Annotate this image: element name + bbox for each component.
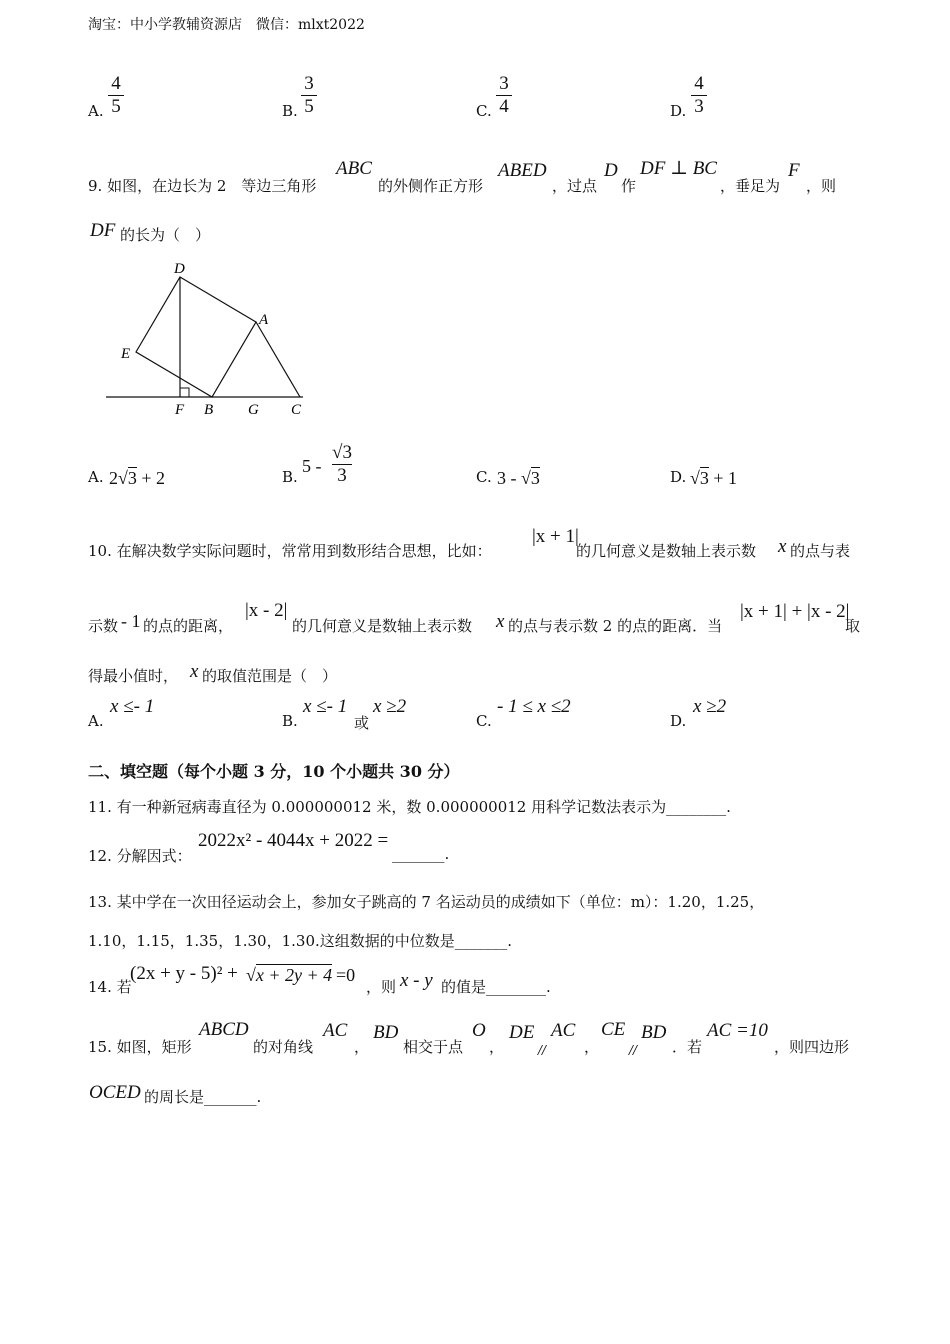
q8-option-d-label: D. — [670, 102, 687, 120]
q9-option-b-label: B. — [282, 468, 298, 486]
q15-math-ac-2: AC — [551, 1020, 576, 1041]
q15-math-o: O — [472, 1020, 486, 1041]
side-ac — [256, 322, 300, 397]
q8-option-b-label: B. — [282, 102, 298, 120]
question-11: 11. 有一种新冠病毒直径为 0.000000012 米，数 0.000000012 用科学记数法表示为________. — [88, 798, 731, 816]
q10-math-x-3: x — [190, 661, 199, 682]
q10-math-abs-x-plus-1: |x + 1| — [532, 526, 579, 547]
q9-option-a-label: A. — [88, 468, 104, 486]
q15-text-6: ， — [584, 1038, 600, 1056]
q8-option-c-fraction: 3 4 — [494, 74, 514, 117]
q15-text-5: ， — [489, 1038, 505, 1056]
q15-text-1: 15. 如图，矩形 — [88, 1038, 192, 1056]
label-d: D — [174, 261, 185, 277]
q15-math-oced: OCED — [89, 1082, 141, 1103]
q10-option-b-label: B. — [282, 712, 298, 730]
square-abed — [136, 277, 256, 397]
q10-option-d-label: D. — [670, 712, 687, 730]
q9-text-3: ，过点 — [552, 177, 598, 195]
q9-text-1: 9. 如图，在边长为 2 等边三角形 — [88, 177, 317, 195]
q12-text-1: 12. 分解因式： — [88, 847, 192, 865]
q10-math-sum-abs: |x + 1| + |x - 2| — [740, 601, 850, 622]
q9-option-b-fraction: √3 3 — [332, 442, 352, 486]
q10-text-4: 示数 — [88, 617, 119, 635]
q10-math-x-2: x — [496, 611, 505, 632]
q10-text-10: 的取值范围是（ ） — [202, 667, 338, 685]
page-header: 淘宝：中小学教辅资源店 微信：mlxt2022 — [88, 17, 365, 33]
q15-math-de: DE — [509, 1022, 535, 1043]
q15-text-7: ．若 — [672, 1038, 703, 1056]
q9-text-2: 的外侧作正方形 — [378, 177, 484, 195]
q10-option-c-label: C. — [476, 712, 492, 730]
q9-text-4: 作 — [621, 177, 637, 195]
q8-option-b-fraction: 3 5 — [299, 74, 319, 117]
q15-math-ce: CE — [601, 1019, 626, 1040]
q15-math-bd: BD — [373, 1022, 399, 1043]
q15-parallel-1: // — [538, 1043, 547, 1057]
q8-option-d-fraction: 4 3 — [689, 74, 709, 117]
q8-option-c-label: C. — [476, 102, 492, 120]
q14-text-3: 的值是________. — [441, 978, 551, 996]
q10-text-8: 取 — [845, 617, 861, 635]
q10-option-b-expr2: x ≥2 — [373, 696, 407, 717]
q12-expr: 2022x² - 4044x + 2022 = — [198, 830, 389, 851]
q9-option-c-label: C. — [476, 468, 492, 486]
q9-math-d: D — [604, 160, 618, 181]
q14-sqrt: √x + 2y + 4 — [246, 965, 333, 985]
q14-expr-2: =0 — [336, 965, 356, 985]
q9-math-df: DF — [90, 220, 116, 241]
q15-math-bd-2: BD — [641, 1022, 667, 1043]
q9-text-5: ，垂足为 — [720, 177, 781, 195]
label-a: A — [259, 312, 269, 328]
q15-math-ac: AC — [323, 1020, 348, 1041]
q10-math-abs-x-minus-2: |x - 2| — [245, 600, 288, 621]
q8-option-a-label: A. — [88, 102, 104, 120]
q9-math-abc: ABC — [336, 158, 372, 179]
q10-text-9: 得最小值时， — [88, 667, 179, 685]
q9-math-f: F — [788, 160, 800, 181]
q9-option-a-expr: 2√3 + 2 — [109, 468, 166, 488]
q15-math-ac-eq-10: AC =10 — [707, 1020, 768, 1041]
question-13-line-1: 13. 某中学在一次田径运动会上，参加女子跳高的 7 名运动员的成绩如下（单位：m）：1.20，1.25， — [88, 893, 765, 911]
q9-math-df-perp-bc: DF ⊥ BC — [640, 158, 717, 179]
q9-option-d-expr: √3 + 1 — [690, 468, 738, 488]
q15-text-9: 的周长是_______. — [144, 1088, 262, 1106]
label-e: E — [121, 346, 131, 362]
q9-option-c-expr: 3 - √3 — [497, 468, 540, 488]
q9-math-abed: ABED — [498, 160, 547, 181]
q15-text-2: 的对角线 — [253, 1038, 314, 1056]
q10-option-b-or: 或 — [354, 714, 370, 732]
q8-option-a-fraction: 4 5 — [106, 74, 126, 117]
q15-text-4: 相交于点 — [403, 1038, 464, 1056]
q10-option-b-expr: x ≤- 1 — [303, 696, 348, 717]
label-c: C — [291, 402, 302, 418]
q10-option-a-expr: x ≤- 1 — [110, 696, 155, 717]
question-13-line-2: 1.10，1.15，1.35，1.30，1.30.这组数据的中位数是_______. — [88, 932, 513, 950]
q9-geometry-figure — [0, 0, 950, 430]
q10-text-6: 的几何意义是数轴上表示数 — [292, 617, 473, 635]
label-b: B — [204, 402, 214, 418]
q10-text-1: 10. 在解决数学实际问题时，常常用到数形结合思想，比如： — [88, 542, 492, 560]
q15-text-3: ， — [354, 1038, 370, 1056]
q15-text-8: ，则四边形 — [774, 1038, 850, 1056]
label-f: F — [175, 402, 185, 418]
q14-text-1: 14. 若 — [88, 978, 132, 996]
q10-option-a-label: A. — [88, 712, 104, 730]
label-g: G — [248, 402, 259, 418]
q12-blank: _______. — [392, 845, 450, 863]
q10-text-5: 的点的距离， — [143, 617, 234, 635]
q9-option-b-pre: 5 - — [302, 456, 322, 476]
q15-parallel-2: // — [629, 1043, 638, 1057]
right-angle-mark — [180, 388, 189, 397]
q9-text-7: 的长为（ ） — [120, 226, 211, 244]
q14-expr-1: (2x + y - 5)² + — [130, 963, 238, 984]
q10-option-d-expr: x ≥2 — [693, 696, 727, 717]
q10-math-x-1: x — [778, 536, 787, 557]
q10-text-2: 的几何意义是数轴上表示数 — [576, 542, 757, 560]
q10-text-3: 的点与表 — [790, 542, 851, 560]
q9-text-6: ，则 — [806, 177, 837, 195]
q15-math-abcd: ABCD — [199, 1019, 249, 1040]
q9-option-d-label: D. — [670, 468, 687, 486]
q14-expr-3: x - y — [400, 970, 433, 991]
q10-text-7: 的点与表示数 2 的点的距离．当 — [508, 617, 723, 635]
section-2-title: 二、填空题（每个小题 3 分，10 个小题共 30 分） — [88, 762, 460, 781]
q10-math-minus-1: - 1 — [121, 611, 141, 631]
q10-option-c-expr: - 1 ≤ x ≤2 — [497, 696, 571, 717]
q14-text-2: ，则 — [366, 978, 397, 996]
